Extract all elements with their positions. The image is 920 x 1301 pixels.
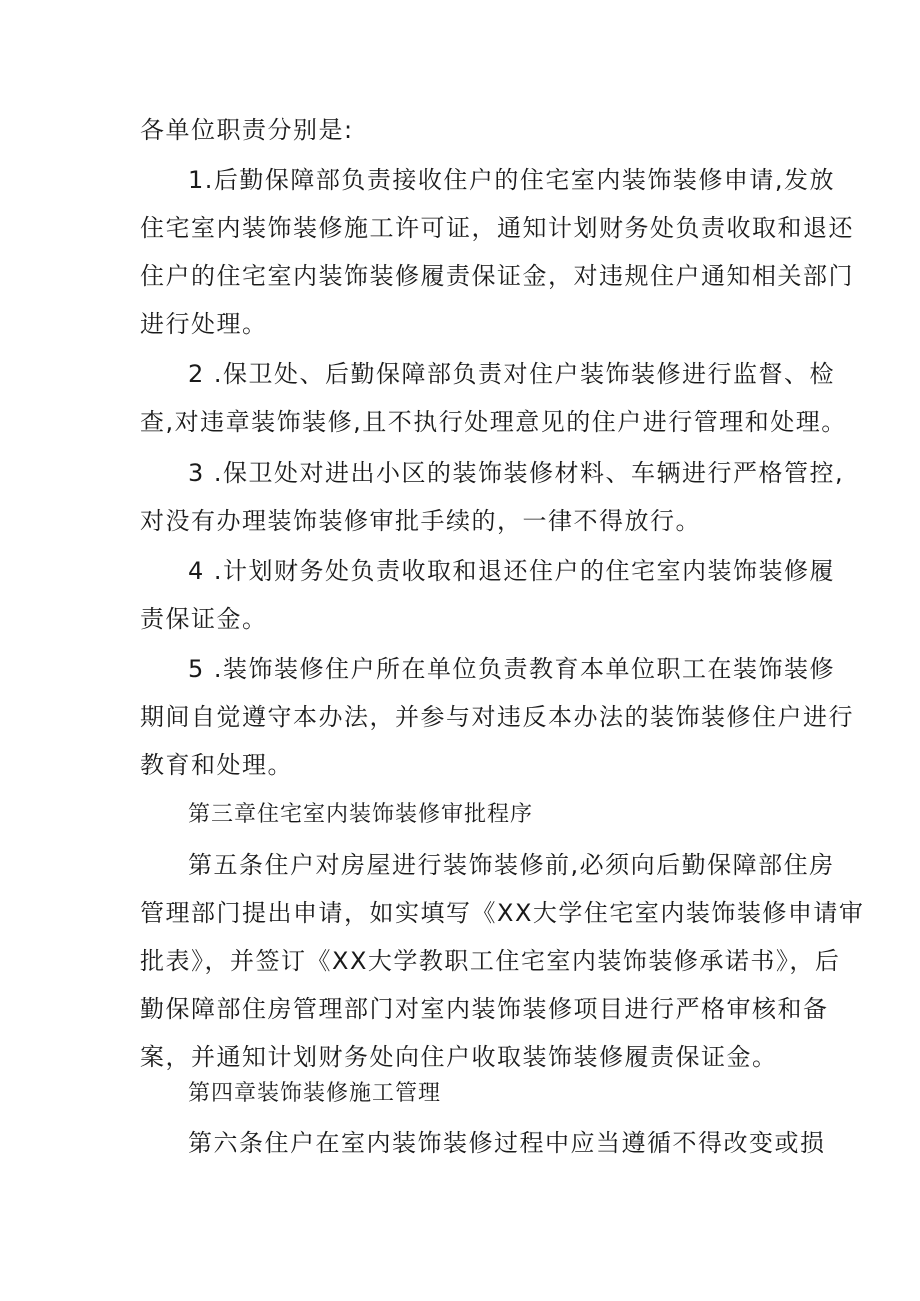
text-line: 进行处理。 xyxy=(140,310,268,338)
text-line: 第五条住户对房屋进行装饰装修前,必须向后勤保障部住房 xyxy=(188,851,835,879)
text-line: 期间自觉遵守本办法，并参与对违反本办法的装饰装修住户进行 xyxy=(140,703,854,731)
text-line: 4 .计划财务处负责收取和退还住户的住宅室内装饰装修履 xyxy=(188,557,836,585)
text-line: 责保证金。 xyxy=(140,605,268,633)
text-line: 管理部门提出申请，如实填写《XX大学住宅室内装饰装修申请审 xyxy=(140,899,865,927)
text-line: 2 .保卫处、后勤保障部负责对住户装饰装修进行监督、检 xyxy=(188,360,836,388)
text-line: 3 .保卫处对进出小区的装饰装修材料、车辆进行严格管控, xyxy=(188,459,845,487)
text-line: 对没有办理装饰装修审批手续的，一律不得放行。 xyxy=(140,507,701,535)
chapter-heading: 第三章住宅室内装饰装修审批程序 xyxy=(188,802,534,827)
text-line: 住户的住宅室内装饰装修履责保证金，对违规住户通知相关部门 xyxy=(140,262,854,290)
text-line: 1.后勤保障部负责接收住户的住宅室内装饰装修申请,发放 xyxy=(188,166,836,194)
text-line: 勤保障部住房管理部门对室内装饰装修项目进行严格审核和备 xyxy=(140,995,829,1023)
chapter-heading: 第四章装饰装修施工管理 xyxy=(188,1081,442,1106)
text-line: 第六条住户在室内装饰装修过程中应当遵循不得改变或损 xyxy=(188,1129,826,1157)
text-line: 查,对违章装饰装修,且不执行处理意见的住户进行管理和处理。 xyxy=(140,408,847,436)
text-line: 案，并通知计划财务处向住户收取装饰装修履责保证金。 xyxy=(140,1043,778,1071)
text-line: 5 .装饰装修住户所在单位负责教育本单位职工在装饰装修 xyxy=(188,655,836,683)
text-line: 批表》，并签订《XX大学教职工住宅室内装饰装修承诺书》，后 xyxy=(140,947,841,975)
text-line: 教育和处理。 xyxy=(140,751,293,779)
text-line: 住宅室内装饰装修施工许可证，通知计划财务处负责收取和退还 xyxy=(140,214,854,242)
text-line: 各单位职责分别是: xyxy=(140,116,354,144)
